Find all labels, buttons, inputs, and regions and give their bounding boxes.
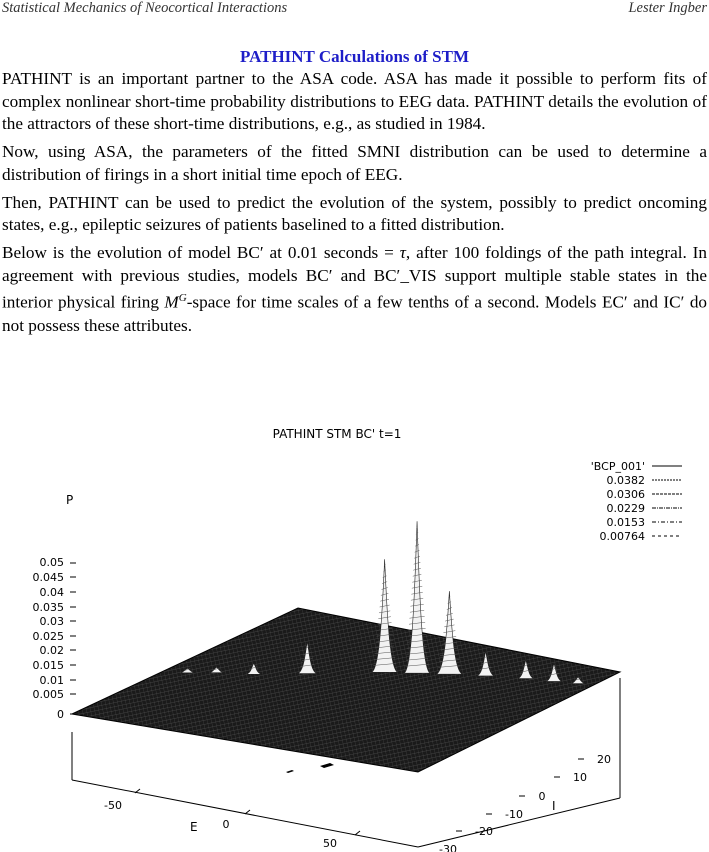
z-tick-label: 0.035 (32, 601, 64, 614)
paragraph (2, 242, 707, 338)
legend (591, 460, 682, 543)
prime-mark: ′ (328, 265, 333, 285)
running-head-title: Statistical Mechanics of Neocortical Interactions (2, 0, 288, 16)
y-tick-label: -10 (505, 808, 523, 821)
y-tick-label: 0 (538, 790, 546, 803)
surface-plot (0, 420, 709, 852)
x-axis-label: E (190, 820, 198, 834)
z-tick-label: 0.04 (39, 586, 64, 599)
body-text (2, 68, 707, 342)
section-title: PATHINT Calculations of STM (239, 47, 470, 66)
y-axis-label: I (552, 799, 556, 813)
z-tick-label: 0.025 (32, 630, 64, 643)
z-tick-label: 0.045 (32, 571, 64, 584)
legend-label: 0.0382 (606, 474, 645, 487)
legend-label: 0.0153 (606, 516, 645, 529)
z-tick-label: 0.005 (32, 688, 64, 701)
paragraph: Now, using ASA, the parameters of the fitted SMNI distribution can be used to determine a distribution of firings in a short initial time epoch of EEG. (2, 142, 707, 184)
x-tick (245, 810, 250, 814)
x-axis (104, 789, 360, 850)
prime-mark: ′ (396, 265, 401, 285)
math-M: M (164, 293, 179, 313)
prime-mark: ′ (623, 293, 628, 313)
prime-mark: ′ (680, 293, 685, 313)
y-tick-label: 20 (597, 753, 611, 766)
floor-marks (286, 763, 334, 773)
z-axis-label: P (66, 493, 74, 507)
z-tick-label: 0.02 (39, 644, 64, 657)
prime-mark: ′ (259, 242, 264, 262)
y-tick-label: -30 (439, 843, 457, 852)
text-run: and IC (627, 293, 681, 313)
z-axis (33, 556, 77, 721)
x-tick-label: -50 (104, 799, 122, 812)
text-run: -space for time scales of a few tenths of a second. Models EC (186, 293, 624, 313)
legend-label: 0.0306 (606, 488, 645, 501)
text-run: at 0.01 seconds = (263, 242, 400, 262)
paragraph: PATHINT is an important partner to the ASA code. ASA has made it possible to perform fits of complex nonlinear short-time probability distributions to EEG data. PATHINT details the evolution of the attractors of these short-time distributions, e.g., as studied in 1984. (2, 69, 707, 134)
running-head (2, 0, 707, 18)
text-run: and BC (332, 265, 397, 285)
x-tick-label: 50 (323, 837, 337, 850)
z-tick-label: 0.05 (39, 556, 64, 569)
math-G-superscript: G (178, 292, 187, 305)
z-tick-label: 0.03 (39, 615, 64, 628)
paragraph: Then, PATHINT can be used to predict the evolution of the system, possibly to predict oncoming states, e.g., epileptic seizures of patients baselined to a fitted distribution. (2, 192, 707, 235)
figure-title: PATHINT STM BC' t=1 (272, 427, 402, 441)
running-head-author: Lester Ingber (628, 0, 707, 16)
legend-label: 0.0229 (606, 502, 645, 515)
text-run: _VIS support multiple stable states in the interior physical firing (2, 265, 708, 313)
text-run: Below is the evolution of model BC (2, 242, 260, 262)
legend-label: 0.00764 (599, 530, 645, 543)
surface-mesh (72, 608, 620, 772)
tau-symbol: τ (399, 242, 406, 262)
z-tick-label: 0.015 (32, 659, 64, 672)
text-run: do not possess these attributes. (2, 293, 708, 335)
z-tick-label: 0.01 (39, 674, 64, 687)
text-run: , after 100 foldings of the path integral. In agreement with previous studies, models BC (2, 242, 707, 285)
y-tick-label: -20 (475, 825, 493, 838)
legend-label: 'BCP_001' (590, 460, 645, 473)
y-axis (439, 753, 611, 852)
x-tick-label: 0 (222, 818, 230, 831)
z-tick-label: 0 (57, 708, 64, 721)
y-tick-label: 10 (573, 771, 587, 784)
x-tick (355, 831, 360, 835)
